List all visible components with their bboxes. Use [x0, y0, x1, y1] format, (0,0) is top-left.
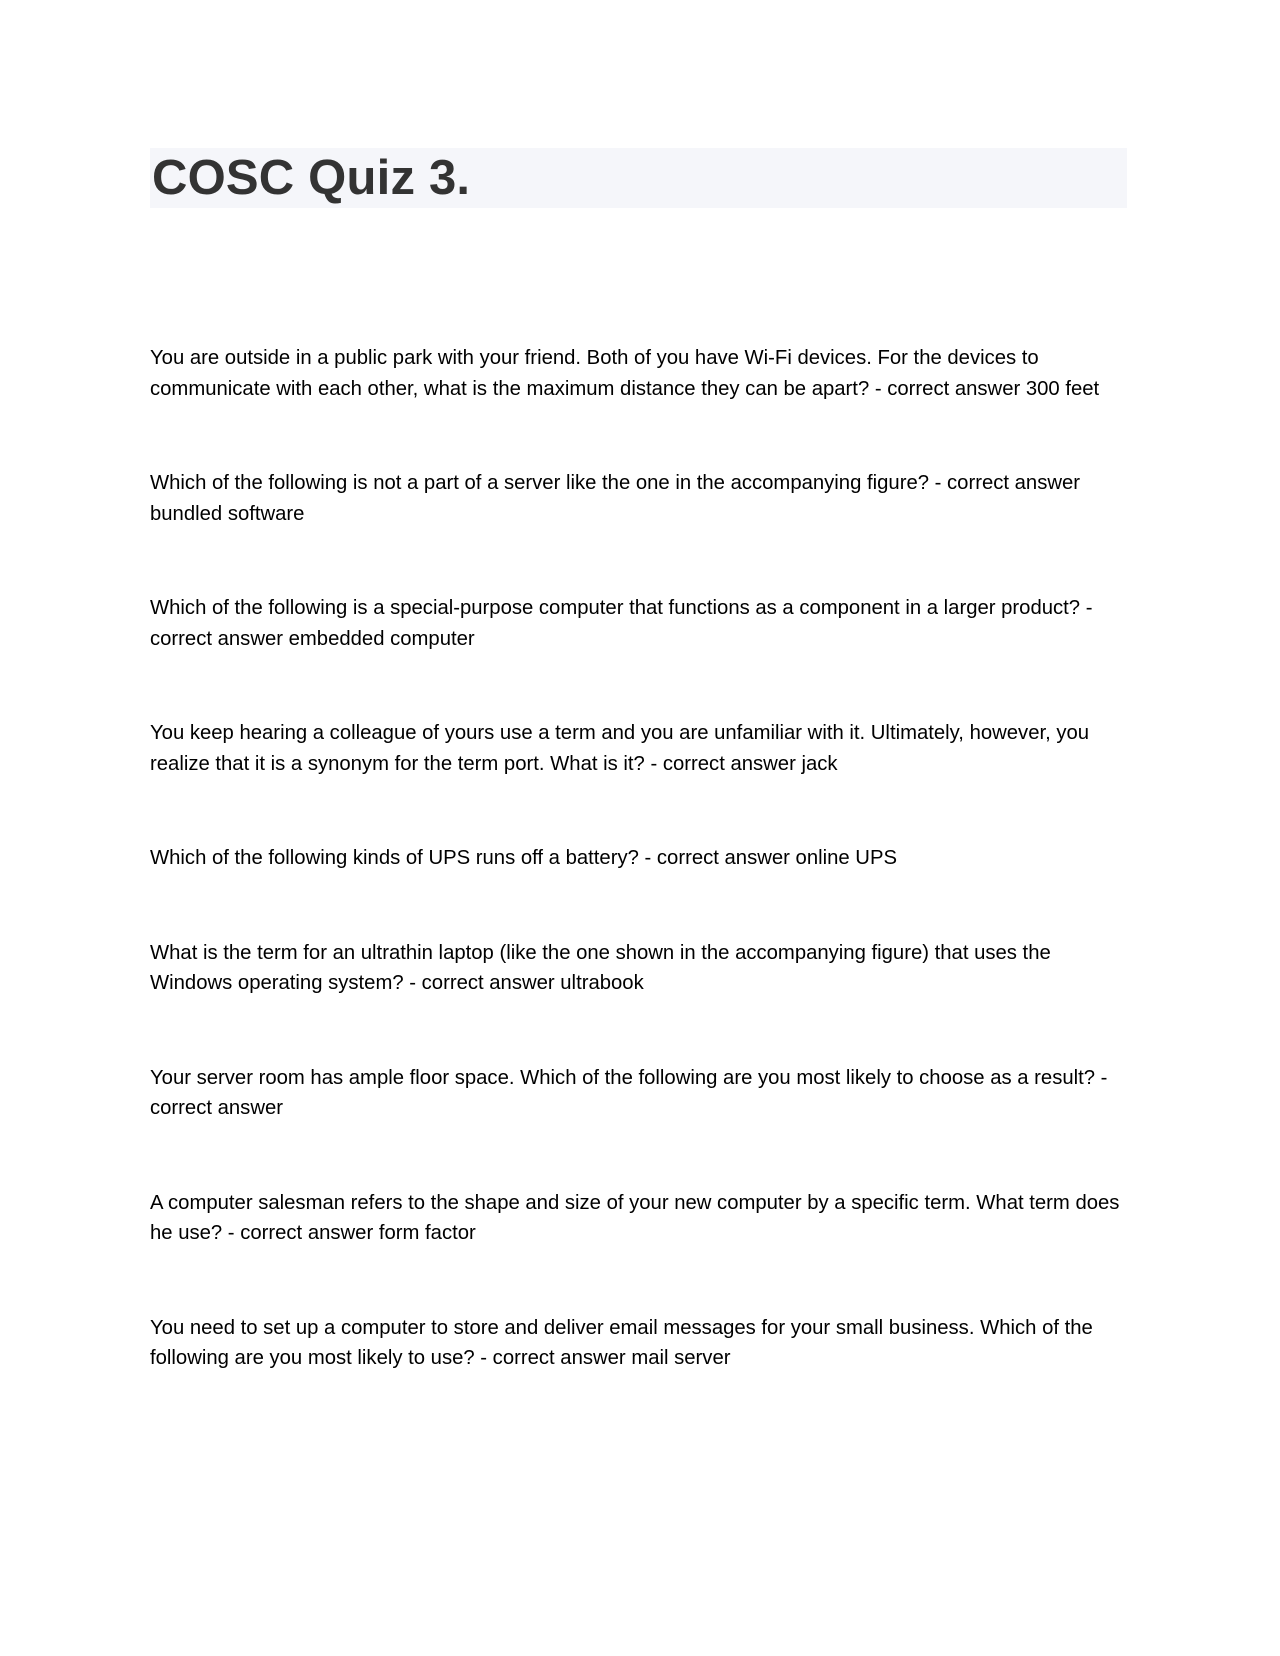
- question-answer-3: Which of the following is a special-purpose computer that functions as a component in a larger product? - correct answer embedded computer: [150, 597, 1093, 650]
- question-answer-7: Your server room has ample floor space. Which of the following are you most likely to choose as a result? - correct answer: [150, 1066, 1108, 1119]
- question-list: [150, 343, 1127, 1374]
- question-answer-5: Which of the following kinds of UPS runs off a battery? - correct answer online UPS: [150, 847, 897, 869]
- question-answer-6: What is the term for an ultrathin laptop (like the one shown in the accompanying figure) that uses the Windows operating system? - correct answer ultrabook: [150, 941, 1051, 994]
- question-answer-9: You need to set up a computer to store and deliver email messages for your small business. Which of the following are you most likely to use? - correct answer mail server: [150, 1316, 1093, 1369]
- title-band: [150, 148, 1127, 208]
- document-page: [150, 148, 1127, 1438]
- question-answer-1: You are outside in a public park with your friend. Both of you have Wi-Fi devices. For the devices to communicate with each other, what is the maximum distance they can be apart? - correct answer 300 feet: [150, 347, 1100, 400]
- document-title: COSC Quiz 3.: [152, 150, 471, 205]
- question-answer-2: Which of the following is not a part of a server like the one in the accompanying figure? - correct answer bundled software: [150, 472, 1081, 525]
- question-answer-4: You keep hearing a colleague of yours use a term and you are unfamiliar with it. Ultimately, however, you realize that it is a synonym for the term port. What is it? - correct answer jack: [150, 722, 1090, 775]
- question-answer-8: A computer salesman refers to the shape and size of your new computer by a specific term. What term does he use? - correct answer form factor: [150, 1191, 1120, 1244]
